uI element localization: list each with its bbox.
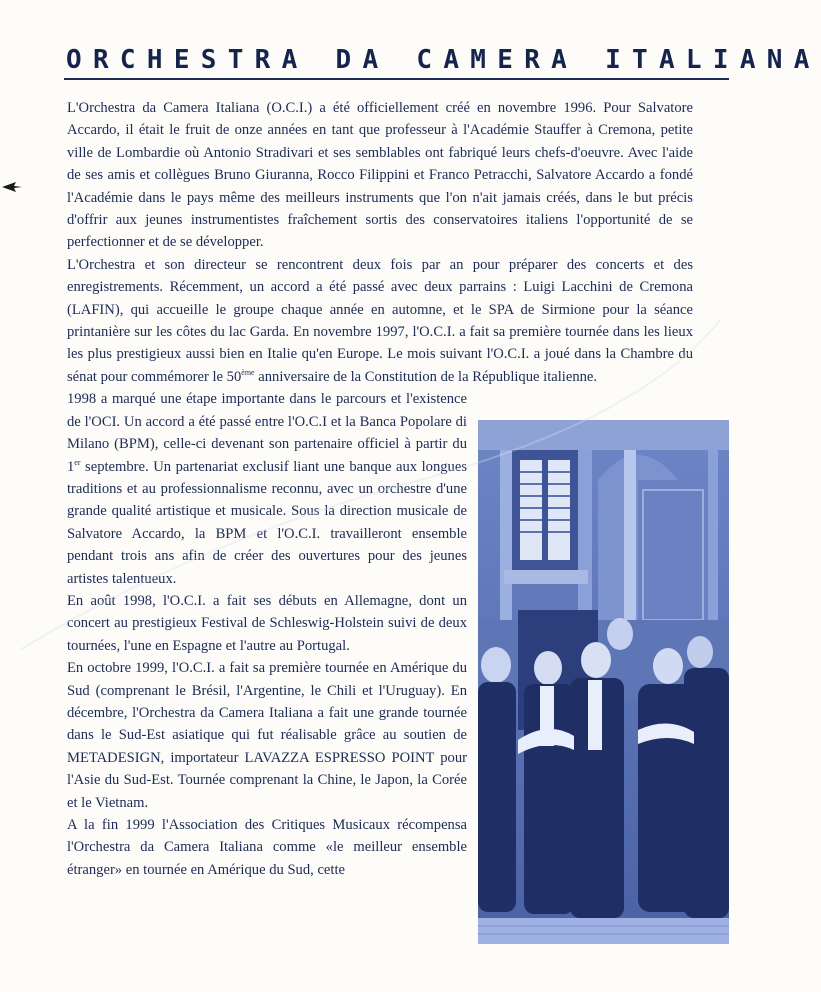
paragraph-5: En octobre 1999, l'O.C.I. a fait sa première tournée en Amérique du Sud (comprenant le Brésil, l'Argentine, le Chili et l'Uruguay). En décembre, l'Orchestra da Camera Italiana a fait une grande tournée dans le Sud-Est asiatique qui fut réalisable grâce au soutien de METADESIGN, importateur LAVAZZA ESPRESSO POINT pour l'Asie du Sud-Est. Tournée comprenant la Chine, le Japon, la Corée et le Vietnam.: [67, 660, 467, 811]
page-title: ORCHESTRA DA CAMERA ITALIANA: [66, 45, 821, 75]
paragraph-4: En août 1998, l'O.C.I. a fait ses débuts en Allemagne, dont un concert au prestigieux Festival de Schleswig-Holstein suivi de deux tournées, l'une en Espagne et l'autre au Portugal.: [67, 592, 467, 654]
paragraph-2: L'Orchestra et son directeur se rencontrent deux fois par an pour préparer des concerts et des enregistrements. Récemment, un accord a été passé avec deux parrains : Luigi Lacchini de Cremona (LAFIN), qui accueille le groupe chaque année en automne, et le SPA de Sirmione pour la séance printanière sur les côtes du lac Garda. En novembre 1997, l'O.C.I. a fait sa première tournée dans les lieux les plus prestigieux aussi bien en Italie qu'en Europe. Le mois suivant l'O.C.I. a joué dans la Chambre du sénat pour commémorer le 50ème anniversaire de la Constitution de la République italienne.: [67, 256, 693, 385]
margin-arrow-icon: [2, 180, 22, 194]
paragraph-3: 1998 a marqué une étape importante dans le parcours et l'existence de l'OCI. Un accord a été passé entre l'O.C.I et la Banca Popolare di Milano (BPM), celle-ci devenant son partenaire officiel à partir du 1er septembre. Un partenariat exclusif liant une banque aux longues traditions et au professionnalisme reconnu, avec un orchestre d'une grande qualité artistique et musicale. Sous la direction musicale de Salvatore Accardo, la BPM et l'O.C.I. travailleront ensemble pendant trois ans afin de créer des ouvertures pour des jeunes artistes talentueux.: [67, 391, 467, 587]
group-photo-icon: [478, 420, 729, 944]
paragraph-6: A la fin 1999 l'Association des Critiques Musicaux récompensa l'Orchestra da Camera Italiana comme «le meilleur ensemble étranger» en tournée en Amérique du Sud, cette: [67, 817, 467, 878]
orchestra-photo: [478, 420, 729, 944]
paragraph-1: L'Orchestra da Camera Italiana (O.C.I.) a été officiellement créé en novembre 1996. Pour Salvatore Accardo, il était le fruit de onze années en tant que professeur à l'Académie Stauffer à Cremona, petite ville de Lombardie où Antonio Stradivari et ses semblables ont fabriqué leurs chefs-d'oeuvre. Avec l'aide de ses amis et collègues Bruno Giuranna, Rocco Filippini et Franco Petracchi, Salvatore Accardo a fondé l'Académie dans le pays même des meilleurs instruments que l'on n'ait jamais créés, dans le but précis d'offrir aux jeunes instrumentistes fraîchement sortis des conservatoires italiens l'opportunité de se perfectionner et de se développer.: [67, 100, 693, 251]
title-rule: [64, 78, 729, 80]
